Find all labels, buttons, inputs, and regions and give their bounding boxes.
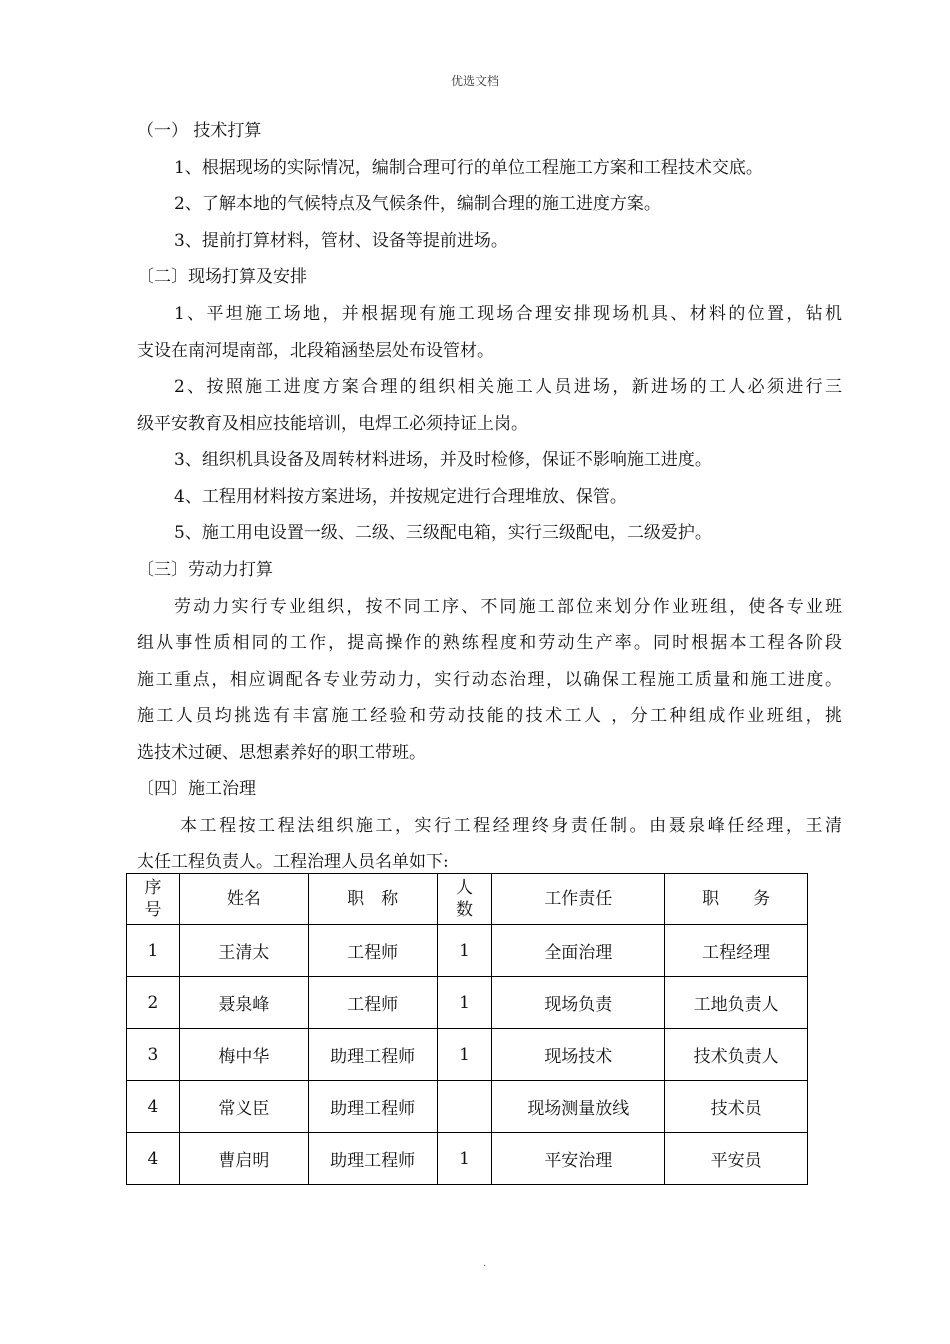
table-row xyxy=(127,1029,808,1081)
table-row xyxy=(127,1081,808,1133)
cell-count: 1 xyxy=(437,925,492,977)
cell-duty: 现场负责 xyxy=(492,977,665,1029)
cell-index: 2 xyxy=(127,977,180,1029)
cell-position: 技术负责人 xyxy=(665,1029,808,1081)
paragraph: 1、根据现场的实际情况，编制合理可行的单位工程施工方案和工程技术交底。 xyxy=(174,158,763,178)
cell-count: 1 xyxy=(437,1133,492,1185)
cell-title: 工程师 xyxy=(308,925,437,977)
paragraph: 施工人员均挑选有丰富施工经验和劳动技能的技术工人 ，分工种组成作业班组，挑 xyxy=(137,706,842,726)
cell-position: 技术员 xyxy=(665,1081,808,1133)
header-cell: 序号 xyxy=(127,874,180,925)
section-3-title: 〔三〕劳动力打算 xyxy=(137,560,273,580)
page-header: 优选文档 xyxy=(450,74,499,88)
header-cell: 人数 xyxy=(437,874,492,925)
cell-duty: 现场测量放线 xyxy=(492,1081,665,1133)
paragraph: 施工重点，相应调配各专业劳动力，实行动态治理，以确保工程施工质量和施工进度。 xyxy=(137,670,842,690)
cell-position: 工地负责人 xyxy=(665,977,808,1029)
cell-name: 梅中华 xyxy=(179,1029,308,1081)
cell-name: 曹启明 xyxy=(179,1133,308,1185)
cell-position: 工程经理 xyxy=(665,925,808,977)
cell-index: 4 xyxy=(127,1081,180,1133)
paragraph: 1、平坦施工场地，并根据现有施工现场合理安排现场机具、材料的位置，钻机 xyxy=(174,304,842,324)
table-header-row xyxy=(127,874,808,925)
cell-duty: 全面治理 xyxy=(492,925,665,977)
cell-title: 助理工程师 xyxy=(308,1029,437,1081)
cell-count: 1 xyxy=(437,1029,492,1081)
paragraph: 2、了解本地的气候特点及气候条件，编制合理的施工进度方案。 xyxy=(174,194,661,214)
table-row xyxy=(127,925,808,977)
cell-title: 助理工程师 xyxy=(308,1133,437,1185)
cell-index: 1 xyxy=(127,925,180,977)
cell-name: 聂泉峰 xyxy=(179,977,308,1029)
paragraph: 2、按照施工进度方案合理的组织相关施工人员进场，新进场的工人必须进行三 xyxy=(174,377,842,397)
paragraph: 5、施工用电设置一级、二级、三级配电箱，实行三级配电，二级爱护。 xyxy=(174,523,712,543)
table-row xyxy=(127,1133,808,1185)
cell-position: 平安员 xyxy=(665,1133,808,1185)
cell-index: 4 xyxy=(127,1133,180,1185)
cell-title: 工程师 xyxy=(308,977,437,1029)
paragraph: 劳动力实行专业组织，按不同工序、不同施工部位来划分作业班组，使各专业班 xyxy=(174,597,842,617)
section-1-title: （一） 技术打算 xyxy=(137,121,262,141)
section-2-title: 〔二〕现场打算及安排 xyxy=(137,267,307,287)
paragraph: 组从事性质相同的工作，提高操作的熟练程度和劳动生产率。同时根据本工程各阶段 xyxy=(137,633,842,653)
paragraph: 4、工程用材料按方案进场，并按规定进行合理堆放、保管。 xyxy=(174,487,627,507)
header-cell: 职 称 xyxy=(308,874,437,925)
paragraph: 级平安教育及相应技能培训，电焊工必须持证上岗。 xyxy=(137,414,528,434)
cell-duty: 平安治理 xyxy=(492,1133,665,1185)
staff-table xyxy=(126,873,808,1185)
paragraph: 3、提前打算材料，管材、设备等提前进场。 xyxy=(174,231,508,251)
cell-index: 3 xyxy=(127,1029,180,1081)
cell-count xyxy=(437,1081,492,1133)
table-row xyxy=(127,977,808,1029)
paragraph: 本工程按工程法组织施工，实行工程经理终身责任制。由聂泉峰任经理，王清 xyxy=(180,816,842,836)
section-4-title: 〔四〕施工治理 xyxy=(137,779,256,799)
paragraph: 选技术过硬、思想素养好的职工带班。 xyxy=(137,743,426,763)
header-cell: 职 务 xyxy=(665,874,808,925)
paragraph: 支设在南河堤南部，北段箱涵垫层处布设管材。 xyxy=(137,341,494,361)
paragraph: 3、组织机具设备及周转材料进场，并及时检修，保证不影响施工进度。 xyxy=(174,450,712,470)
cell-title: 助理工程师 xyxy=(308,1081,437,1133)
header-cell: 姓名 xyxy=(179,874,308,925)
cell-count: 1 xyxy=(437,977,492,1029)
paragraph: 太任工程负责人。工程治理人员名单如下: xyxy=(137,852,449,872)
cell-duty: 现场技术 xyxy=(492,1029,665,1081)
cell-name: 王清太 xyxy=(179,925,308,977)
page-footer-mark: . xyxy=(483,1258,487,1269)
header-cell: 工作责任 xyxy=(492,874,665,925)
cell-name: 常义臣 xyxy=(179,1081,308,1133)
